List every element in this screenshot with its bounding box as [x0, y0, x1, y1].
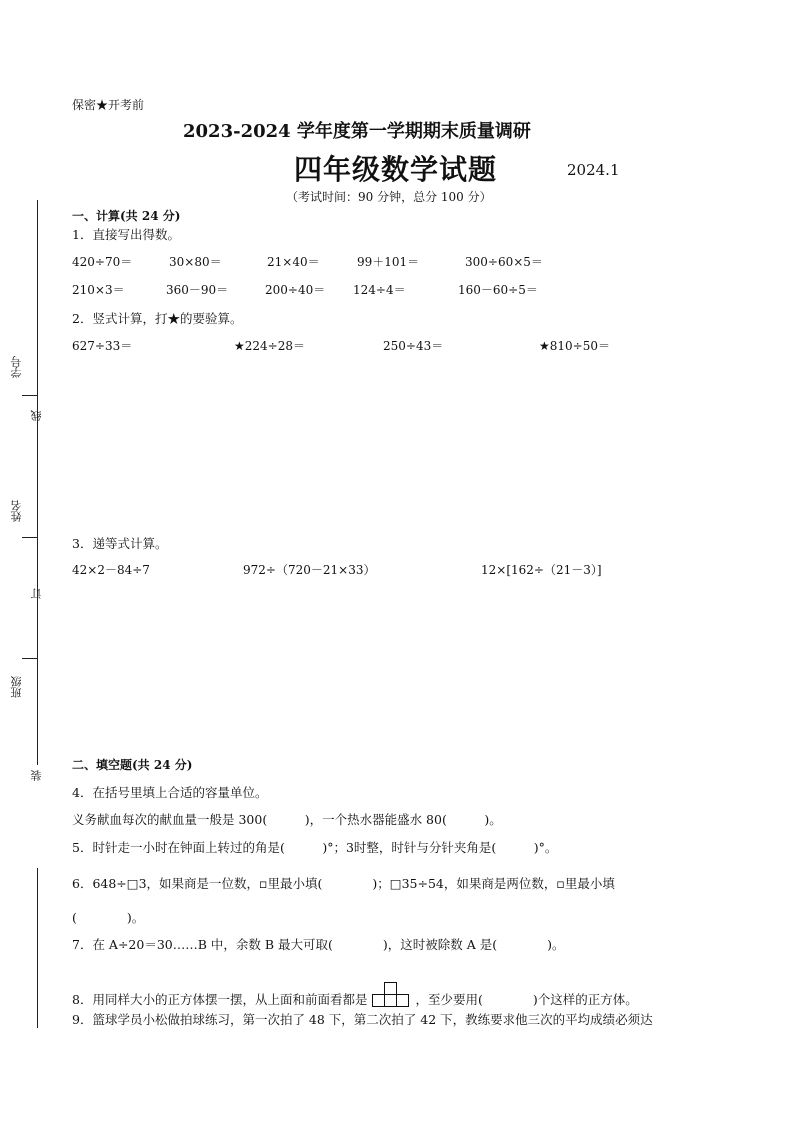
q1-item: 360－90＝ — [166, 283, 229, 297]
margin-line-label: 线 — [30, 410, 43, 421]
q1-item: 420÷70＝ — [72, 255, 133, 269]
margin-vertical-line — [37, 200, 38, 765]
q2-item: 250÷43＝ — [383, 339, 444, 353]
q1-item: 21×40＝ — [267, 255, 320, 269]
q7-line: 7．在 A÷20＝30……B 中，余数 B 最大可取( )，这时被除数 A 是( )。 — [72, 937, 565, 952]
q2-title: 2．竖式计算，打★的要验算。 — [72, 311, 243, 326]
confidential-label: 保密★开考前 — [72, 98, 145, 112]
margin-tick — [22, 537, 38, 538]
margin-class: 班级 — [10, 676, 23, 698]
margin-name: 姓名 — [10, 500, 23, 522]
q3-item: 972÷（720－21×33） — [243, 563, 376, 577]
margin-tick — [22, 658, 38, 659]
q8-text-after: ，至少要用( )个这样的正方体。 — [415, 992, 638, 1007]
q2-item: 627÷33＝ — [72, 339, 133, 353]
school-year-title: 2023-2024 学年度第一学期期末质量调研 — [183, 121, 531, 142]
q1-item: 124÷4＝ — [353, 283, 406, 297]
margin-student-no: 学号 — [10, 356, 23, 378]
q3-item: 42×2－84÷7 — [72, 563, 150, 577]
exam-title: 四年级数学试题 — [294, 153, 498, 186]
q4-title: 4．在括号里填上合适的容量单位。 — [72, 785, 268, 800]
q8-line — [72, 982, 638, 1008]
margin-ding-label: 订 — [30, 588, 43, 599]
margin-tick — [22, 395, 38, 396]
q1-title: 1．直接写出得数。 — [72, 227, 180, 242]
exam-info: （考试时间：90 分钟，总分 100 分） — [286, 190, 492, 204]
q6-line1: 6．648÷□3，如果商是一位数，▫里最小填( )；□35÷54，如果商是两位数，▫里最小填 — [72, 876, 615, 891]
q5-line: 5．时针走一小时在钟面上转过的角是( )°；3时整，时针与分针夹角是( )°。 — [72, 840, 558, 855]
q2-item: ★224÷28＝ — [234, 339, 305, 353]
q9-line: 9．篮球学员小松做拍球练习，第一次拍了 48 下，第二次拍了 42 下，教练要求他三次的平均成绩必须达 — [72, 1012, 653, 1027]
q4-line: 义务献血每次的献血量一般是 300( )，一个热水器能盛水 80( )。 — [72, 812, 502, 827]
margin-zhuang-label: 装 — [30, 770, 43, 781]
q6-line2: ( )。 — [72, 910, 145, 925]
section1-title: 一、计算(共 24 分) — [72, 209, 181, 223]
margin-vertical-line-lower — [37, 868, 38, 1028]
cube-view-icon — [372, 982, 410, 1008]
q8-text-before: 8．用同样大小的正方体摆一摆，从上面和前面看都是 — [72, 992, 368, 1007]
q1-item: 99＋101＝ — [357, 255, 420, 269]
q3-item: 12×[162÷（21－3）] — [481, 563, 602, 577]
q1-item: 210×3＝ — [72, 283, 125, 297]
exam-date: 2024.1 — [567, 161, 620, 179]
q1-item: 300÷60×5＝ — [465, 255, 543, 269]
q1-item: 160－60÷5＝ — [458, 283, 538, 297]
q3-title: 3．递等式计算。 — [72, 536, 168, 551]
q1-item: 200÷40＝ — [265, 283, 326, 297]
q1-item: 30×80＝ — [169, 255, 222, 269]
section2-title: 二、填空题(共 24 分) — [72, 758, 193, 772]
q2-item: ★810÷50＝ — [539, 339, 610, 353]
